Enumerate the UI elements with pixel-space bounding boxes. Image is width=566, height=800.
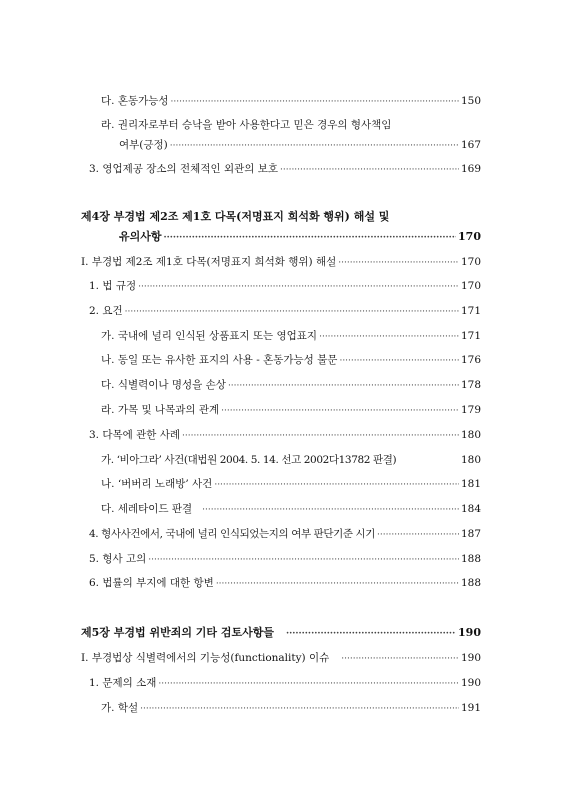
leader-dots — [148, 553, 459, 567]
toc-page-number: 171 — [460, 305, 481, 317]
toc-page-number: 170 — [460, 280, 481, 292]
toc-page-number: 178 — [460, 379, 481, 391]
toc-entry-label: 나. 동일 또는 유사한 표지의 사용 - 혼동가능성 불문 — [101, 354, 338, 366]
toc-page-number: 190 — [458, 626, 481, 639]
leader-dots — [140, 702, 459, 716]
toc-entry-label: 가. 학설 — [101, 702, 139, 714]
toc-entry-label: 다. 식별력이나 명성을 손상 — [101, 379, 226, 391]
toc-entry-label: 라. 가목 및 나목과의 관계 — [101, 404, 220, 416]
toc-page-number: 191 — [460, 702, 481, 714]
leader-dots — [228, 379, 459, 393]
leader-dots — [214, 478, 459, 492]
toc-entry — [89, 279, 481, 294]
chapter-heading: 제4장 부경법 제2조 제1호 다목(저명표지 희석화 행위) 해설 및 — [81, 210, 390, 223]
leader-dots — [339, 354, 459, 368]
toc-entry-label: 3. 영업제공 장소의 전체적인 외관의 보호 — [89, 163, 278, 175]
toc-entry — [89, 676, 481, 691]
toc-entry — [89, 428, 481, 443]
toc-page-number: 190 — [460, 677, 481, 689]
toc-page-number: 176 — [460, 354, 481, 366]
toc-page-number: 188 — [460, 553, 481, 565]
leader-dots — [125, 305, 459, 319]
leader-dots — [170, 139, 459, 153]
toc-page-number: 188 — [460, 577, 481, 589]
leader-dots — [319, 330, 459, 344]
toc-entry-label: Ⅰ. 부경법 제2조 제1호 다목(저명표지 희석화 행위) 해설 — [81, 256, 337, 268]
leader-dots — [377, 528, 459, 542]
toc-page-number: 167 — [460, 139, 481, 151]
toc-entry — [101, 403, 481, 418]
toc-entry-label: 라. 권리자로부터 승낙을 받아 사용한다고 믿은 경우의 형사책임 — [101, 119, 392, 131]
toc-entry-label: 4. 형사사건에서, 국내에 널리 인식되었는지의 여부 판단기준 시기 — [89, 528, 376, 540]
leader-dots — [171, 95, 459, 109]
toc-entry-label: 다. 세레타이드 판결 — [101, 503, 193, 515]
toc-page-number: 171 — [460, 330, 481, 342]
toc-entry-label: 가. ‘비아그라’ 사건(대법원 2004. 5. 14. 선고 2002다13782 판결) — [101, 454, 397, 466]
toc-entry — [101, 329, 481, 344]
toc-page-number: 179 — [460, 404, 481, 416]
leader-dots — [138, 280, 459, 294]
leader-dots — [341, 652, 459, 666]
toc-entry — [81, 651, 481, 666]
chapter-heading: 제5장 부경법 위반죄의 기타 검토사항들 — [81, 626, 274, 639]
toc-entry — [101, 453, 481, 467]
toc-entry — [119, 138, 481, 153]
toc-entry — [101, 94, 481, 109]
leader-dots — [286, 627, 456, 641]
toc-entry-label: 다. 혼동가능성 — [101, 95, 169, 107]
toc-entry — [81, 626, 481, 641]
toc-entry — [101, 477, 481, 492]
toc-entry-label: 6. 법률의 부지에 대한 항변 — [89, 577, 214, 589]
leader-dots — [221, 404, 459, 418]
leader-dots — [338, 256, 459, 270]
toc-entry-label: Ⅰ. 부경법상 식별력에서의 기능성(functionality) 이슈 — [81, 652, 330, 664]
toc-entry — [81, 255, 481, 270]
leader-dots — [158, 677, 459, 691]
toc-entry-label: 유의사항 — [119, 230, 162, 243]
toc-page-number: 150 — [460, 95, 481, 107]
toc-entry — [119, 230, 481, 245]
toc-entry — [89, 527, 481, 542]
toc-entry-label: 2. 요건 — [89, 305, 123, 317]
toc-entry-label: 1. 문제의 소재 — [89, 677, 157, 689]
toc-entry — [89, 576, 481, 591]
toc-entry-label: 3. 다목에 관한 사례 — [89, 429, 181, 441]
toc-entry — [89, 162, 481, 177]
toc-page-number: 180 — [460, 429, 481, 441]
toc-entry-label: 5. 형사 고의 — [89, 553, 147, 565]
toc-entry-label: 나. ‘버버리 노래방’ 사건 — [101, 478, 213, 490]
toc-page-number: 181 — [460, 478, 481, 490]
leader-dots — [216, 577, 459, 591]
toc-entry — [89, 552, 481, 567]
toc-entry-label: 1. 법 규정 — [89, 280, 137, 292]
toc-page-number: 180 — [460, 454, 481, 466]
leader-dots — [182, 429, 459, 443]
toc-entry-label: 여부(긍정) — [119, 139, 168, 151]
toc-entry — [101, 353, 481, 368]
toc-entry — [101, 701, 481, 716]
leader-dots — [202, 503, 459, 517]
toc-page-number: 170 — [460, 256, 481, 268]
toc-page-number: 169 — [460, 163, 481, 175]
toc-entry — [101, 502, 481, 517]
leader-dots — [280, 163, 459, 177]
toc-entry — [89, 304, 481, 319]
toc-entry — [101, 378, 481, 393]
toc-page-number: 187 — [460, 528, 481, 540]
toc-page-number: 170 — [458, 230, 481, 243]
leader-dots — [164, 231, 457, 245]
toc-page-number: 184 — [460, 503, 481, 515]
toc-entry-label: 가. 국내에 널리 인식된 상품표지 또는 영업표지 — [101, 330, 318, 342]
toc-page-number: 190 — [460, 652, 481, 664]
